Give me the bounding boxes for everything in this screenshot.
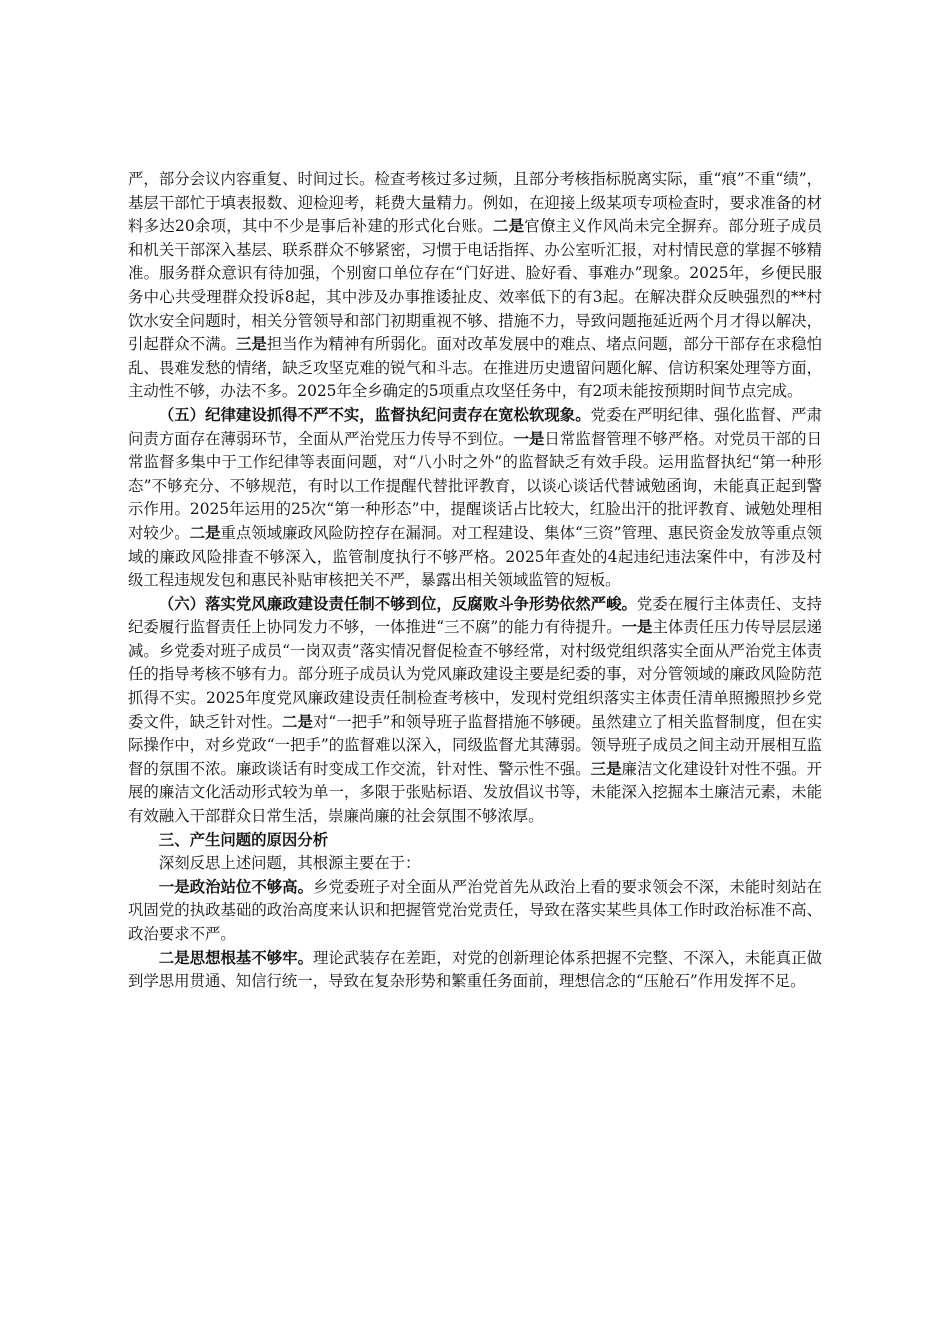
text-run: 日常监督管理不够严格。对党员干部的日常监督多集中于工作纪律等表面问题，对“八小时之外”的监督缺乏有效手段。运用监督执纪“第一种形态”不够充分、不够规范，有时以工作提醒代替批评教育，以谈心谈话代替诫勉函询，未能真正起到警示作用。2025年运用的25次“第一种形态”中，提醒谈话占比较大，红脸出汗的批评教育、诫勉处理相对较少。 — [128, 429, 822, 542]
paragraph-intro — [128, 852, 822, 876]
text-run: 主体责任压力传导层层递减。乡党委对班子成员“一岗双责”落实情况督促检查不够经常，对村级党组织落实全面从严治党主体责任的指导考核不够有力。部分班子成员认为党风廉政建设主要是纪委的事，对分管领域的廉政风险防范抓得不实。2025年度党风廉政建设责任制检查考核中，发现村党组织落实主体责任清单照搬照抄乡党委文件，缺乏针对性。 — [128, 618, 822, 731]
text-run: 对“一把手”和领导班子监督措施不够硬。虽然建立了相关监督制度，但在实际操作中，对乡党政“一把手”的监督难以深入，同级监督尤其薄弱。领导班子成员之间主动开展相互监督的氛围不浓。廉政谈话有时变成工作交流，针对性、警示性不强。 — [128, 712, 822, 778]
bold-text-run: （六）落实党风廉政建设责任制不够到位，反腐败斗争形势依然严峻。 — [158, 594, 637, 613]
text-run: 担当作为精神有所弱化。面对改革发展中的难点、堵点问题，部分干部存在求稳怕乱、畏难发愁的情绪，缺乏攻坚克难的锐气和斗志。在推进历史遗留问题化解、信访积案处理等方面，主动性不够，办法不多。2025年全乡确定的5项重点攻坚任务中，有2项未能按预期时间节点完成。 — [128, 335, 822, 401]
paragraph-1 — [128, 168, 822, 404]
bold-text-run: 三是 — [590, 759, 622, 778]
bold-text-run: （五）纪律建设抓得不严不实，监督执纪问责存在宽松软现象。 — [158, 405, 591, 424]
bold-text-run: 一是政治站位不够高。 — [158, 877, 314, 896]
text-run: 理论武装存在差距，对党的创新理论体系把握不完整、不深入，未能真正做到学思用贯通、知信行统一，导致在复杂形势和繁重任务面前，理想信念的“压舱石”作用发挥不足。 — [128, 948, 822, 991]
text-run: 官僚主义作风尚未完全摒弃。部分班子成员和机关干部深入基层、联系群众不够紧密，习惯于电话指挥、办公室听汇报，对村情民意的掌握不够精准。服务群众意识有待加强，个别窗口单位存在“门好进、脸好看、事难办”现象。2025年，乡便民服务中心共受理群众投诉8起，其中涉及办事推诿扯皮、效率低下的有3起。在解决群众反映强烈的**村饮水安全问题时，相关分管领导和部门初期重视不够、措施不力，导致问题拖延近两个月才得以解决，引起群众不满。 — [128, 217, 822, 354]
document-body — [128, 168, 822, 994]
bold-text-run: 一是 — [621, 618, 653, 637]
paragraph-reason-2 — [128, 947, 822, 994]
text-run: 党委在严明纪律、强化监督、严肃问责方面存在薄弱环节，全面从严治党压力传导不到位。 — [128, 405, 822, 448]
text-run: 乡党委班子对全面从严治党首先从政治上看的要求领会不深，未能时刻站在巩固党的执政基础的政治高度来认识和把握管党治党责任，导致在落实某些具体工作时政治标准不高、政治要求不严。 — [128, 877, 822, 943]
text-run: 深刻反思上述问题，其根源主要在于： — [158, 854, 421, 873]
bold-text-run: 二是 — [492, 217, 525, 236]
bold-text-run: 二是思想根基不够牢。 — [158, 948, 314, 967]
text-run: 党委在履行主体责任、支持纪委履行监督责任上协同发力不够，一体推进“三不腐”的能力有待提升。 — [128, 594, 822, 637]
bold-text-run: 一是 — [513, 429, 545, 448]
paragraph-reason-1 — [128, 876, 822, 947]
text-run: 廉洁文化建设针对性不强。开展的廉洁文化活动形式较为单一，多限于张贴标语、发放倡议书等，未能深入挖掘本土廉洁元素，未能有效融入干部群众日常生活，崇廉尚廉的社会氛围不够浓厚。 — [128, 759, 822, 826]
bold-text-run: 三、产生问题的原因分析 — [158, 830, 329, 849]
paragraph-section-6 — [128, 593, 822, 829]
text-run: 严，部分会议内容重复、时间过长。检查考核过多过频，且部分考核指标脱离实际，重“痕”不重“绩”，基层干部忙于填表报数、迎检迎考，耗费大量精力。例如，在迎接上级某项专项检查时，要求准备的材料多达20余项，其中不少是事后补建的形式化台账。 — [128, 170, 822, 236]
bold-text-run: 二是 — [189, 523, 221, 542]
text-run: 重点领域廉政风险防控存在漏洞。对工程建设、集体“三资”管理、惠民资金发放等重点领域的廉政风险排查不够深入，监管制度执行不够严格。2025年查处的4起违纪违法案件中，有涉及村级工程违规发包和惠民补贴审核把关不严，暴露出相关领域监管的短板。 — [128, 523, 822, 590]
bold-text-run: 二是 — [282, 712, 313, 731]
bold-text-run: 三是 — [235, 335, 267, 354]
paragraph-section-5 — [128, 404, 822, 593]
heading-cause-analysis — [128, 829, 822, 853]
